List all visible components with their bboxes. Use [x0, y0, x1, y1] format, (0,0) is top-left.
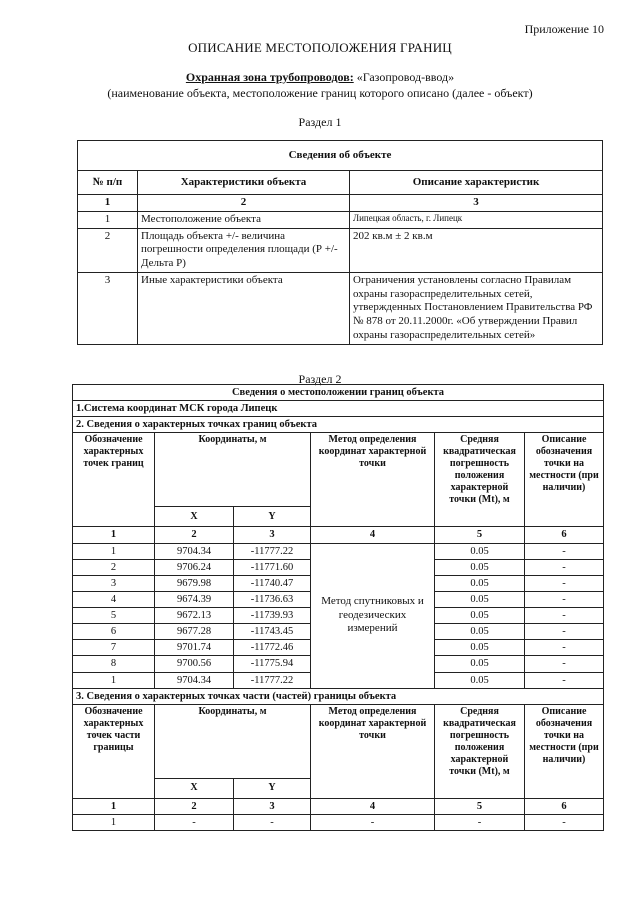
point-description: -: [525, 591, 604, 607]
x-header: X: [155, 778, 234, 798]
accuracy-header: Средняя квадратическая погрешность положения характерной точки (Mt), м: [435, 704, 525, 798]
row-number: 2: [78, 228, 138, 272]
table-row: [73, 814, 604, 830]
subsection-title: 2. Сведения о характерных точках границ объекта: [73, 417, 604, 433]
object-info-table: [77, 140, 603, 345]
column-number: 2: [138, 195, 350, 212]
column-number: 2: [155, 798, 234, 814]
x-value: 9704.34: [155, 672, 234, 688]
x-value: -: [155, 814, 234, 830]
x-value: 9674.39: [155, 591, 234, 607]
characteristic-description: Ограничения установлены согласно Правилам охраны газораспределительных сетей, утвержденных Постановлением Правительства РФ № 878 от 20.11.2000г. «Об утверждении Правил охраны газораспределительных сетей»: [350, 272, 603, 344]
point-description: -: [525, 624, 604, 640]
point-number: 5: [73, 608, 155, 624]
characteristic: Иные характеристики объекта: [138, 272, 350, 344]
point-description: -: [525, 814, 604, 830]
accuracy-value: 0.05: [435, 656, 525, 672]
y-value: -11775.94: [234, 656, 311, 672]
accuracy-value: 0.05: [435, 575, 525, 591]
table-title: Сведения о местоположении границ объекта: [73, 385, 604, 401]
column-number: 3: [234, 798, 311, 814]
column-number: 4: [311, 798, 435, 814]
object-label: Охранная зона трубопроводов:: [185, 70, 354, 84]
accuracy-value: 0.05: [435, 559, 525, 575]
column-header: Характеристики объекта: [138, 171, 350, 195]
column-header: Описание характеристик: [350, 171, 603, 195]
column-number: 4: [311, 527, 435, 543]
column-number: 3: [234, 527, 311, 543]
column-header: № п/п: [78, 171, 138, 195]
accuracy-value: 0.05: [435, 608, 525, 624]
y-value: -11739.93: [234, 608, 311, 624]
method-header: Метод определения координат характерной точки: [311, 433, 435, 527]
subsection-title: 3. Сведения о характерных точках части (частей) границы объекта: [73, 688, 604, 704]
accuracy-value: 0.05: [435, 591, 525, 607]
table-title: Сведения об объекте: [78, 141, 603, 171]
method-value: -: [311, 814, 435, 830]
point-description: -: [525, 559, 604, 575]
point-number: 1: [73, 543, 155, 559]
x-value: 9700.56: [155, 656, 234, 672]
x-header: X: [155, 507, 234, 527]
point-number: 3: [73, 575, 155, 591]
point-header: Обозначение характерных точек границ: [73, 433, 155, 527]
x-value: 9677.28: [155, 624, 234, 640]
accuracy-header: Средняя квадратическая погрешность положения характерной точки (Mt), м: [435, 433, 525, 527]
x-value: 9706.24: [155, 559, 234, 575]
y-value: -11777.22: [234, 543, 311, 559]
y-value: -11777.22: [234, 672, 311, 688]
characteristic: Площадь объекта +/- величина погрешности определения площади (Р +/- Дельта Р): [138, 228, 350, 272]
point-description: -: [525, 575, 604, 591]
column-number: 5: [435, 798, 525, 814]
coordinates-header: Координаты, м: [155, 433, 311, 507]
x-value: 9672.13: [155, 608, 234, 624]
column-number: 1: [73, 527, 155, 543]
column-number: 5: [435, 527, 525, 543]
point-description: -: [525, 608, 604, 624]
section2-title: Раздел 2: [298, 372, 342, 386]
row-number: 3: [78, 272, 138, 344]
boundary-location-table: [72, 384, 604, 831]
point-description: -: [525, 543, 604, 559]
point-number: 1: [73, 814, 155, 830]
point-description: -: [525, 656, 604, 672]
object-note: (наименование объекта, местоположение границ которого описано (далее - объект): [107, 86, 533, 100]
point-part-header: Обозначение характерных точек части границы: [73, 704, 155, 798]
column-number: 1: [78, 195, 138, 212]
y-value: -11743.45: [234, 624, 311, 640]
accuracy-value: 0.05: [435, 543, 525, 559]
point-number: 1: [73, 672, 155, 688]
characteristic-description: Липецкая область, г. Липецк: [350, 211, 603, 228]
annex-label: Приложение 10: [524, 22, 604, 36]
column-number: 3: [350, 195, 603, 212]
x-value: 9679.98: [155, 575, 234, 591]
method-value: Метод спутниковых и геодезических измерений: [311, 543, 435, 688]
characteristic: Местоположение объекта: [138, 211, 350, 228]
characteristic-description: 202 кв.м ± 2 кв.м: [350, 228, 603, 272]
accuracy-value: 0.05: [435, 672, 525, 688]
object-name: «Газопровод-ввод»: [356, 70, 455, 84]
y-value: -11736.63: [234, 591, 311, 607]
y-header: Y: [234, 507, 311, 527]
accuracy-value: 0.05: [435, 640, 525, 656]
document-title: ОПИСАНИЕ МЕСТОПОЛОЖЕНИЯ ГРАНИЦ: [188, 40, 452, 55]
description-header: Описание обозначения точки на местности (при наличии): [525, 433, 604, 527]
coordinates-header: Координаты, м: [155, 704, 311, 778]
column-number: 1: [73, 798, 155, 814]
point-number: 2: [73, 559, 155, 575]
section1-title: Раздел 1: [298, 115, 342, 129]
object-line: [0, 70, 640, 85]
y-value: -11772.46: [234, 640, 311, 656]
column-number: 6: [525, 527, 604, 543]
point-number: 7: [73, 640, 155, 656]
x-value: 9704.34: [155, 543, 234, 559]
column-number: 6: [525, 798, 604, 814]
point-description: -: [525, 672, 604, 688]
y-header: Y: [234, 778, 311, 798]
method-header: Метод определения координат характерной точки: [311, 704, 435, 798]
accuracy-value: 0.05: [435, 624, 525, 640]
y-value: -: [234, 814, 311, 830]
description-header: Описание обозначения точки на местности (при наличии): [525, 704, 604, 798]
row-number: 1: [78, 211, 138, 228]
y-value: -11740.47: [234, 575, 311, 591]
point-number: 4: [73, 591, 155, 607]
accuracy-value: -: [435, 814, 525, 830]
y-value: -11771.60: [234, 559, 311, 575]
point-number: 8: [73, 656, 155, 672]
column-number: 2: [155, 527, 234, 543]
table-row: [73, 543, 604, 559]
point-description: -: [525, 640, 604, 656]
coordinate-system: 1.Система координат МСК города Липецк: [73, 401, 604, 417]
x-value: 9701.74: [155, 640, 234, 656]
point-number: 6: [73, 624, 155, 640]
